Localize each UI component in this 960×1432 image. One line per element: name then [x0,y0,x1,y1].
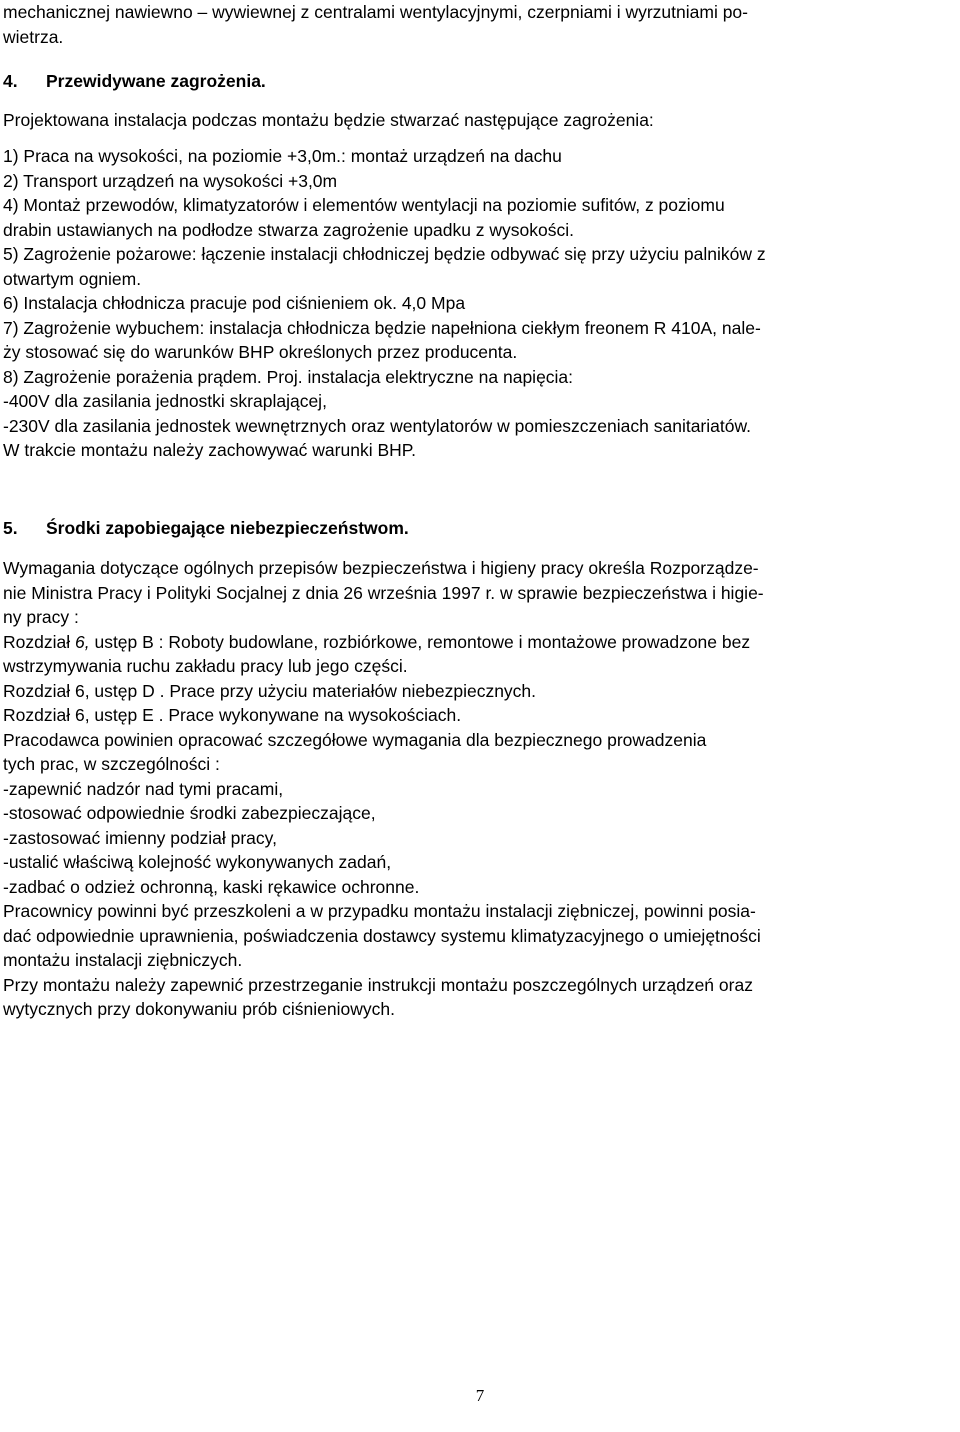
text-line: 4) Montaż przewodów, klimatyzatorów i elementów wentylacji na poziomie sufitów, z poziomu [3,195,725,215]
section-5-body [3,556,955,1022]
rozdzial-rest: ustęp B : Roboty budowlane, rozbiórkowe, remontowe i montażowe prowadzone bez [89,631,751,652]
text-line: 2) Transport urządzeń na wysokości +3,0m [3,170,338,191]
text-line: montażu instalacji ziębniczych. [3,950,243,970]
document-page [3,0,955,1022]
text-line: drabin ustawianych na podłodze stwarza zagrożenie upadku z wysokości. [3,219,575,240]
text-line: 6) Instalacja chłodnicza pracuje pod ciśnieniem ok. 4,0 Mpa [3,293,466,313]
text-line: 5) Zagrożenie pożarowe: łączenie instalacji chłodniczej będzie odbywać się przy użyciu palników z [3,244,766,264]
text-line: Pracownicy powinni być przeszkoleni a w przypadku montażu instalacji ziębniczej, powinni posia- [3,901,756,921]
text-line: 7) Zagrożenie wybuchem: instalacja chłodnicza będzie napełniona ciekłym freonem R 410A, nale- [3,317,761,338]
text-line: Rozdział 6, ustęp E . Prace wykonywane na wysokościach. [3,705,462,725]
text-line: wytycznych przy dokonywaniu prób ciśnieniowych. [3,999,395,1019]
section-4-intro: Projektowana instalacja podczas montażu będzie stwarzać następujące zagrożenia: [3,109,654,130]
text-line: wietrza. [3,26,64,47]
rozdzial-number: 6, [74,631,90,652]
hazards-list [3,144,955,463]
text-line: Wymagania dotyczące ogólnych przepisów bezpieczeństwa i higieny pracy określa Rozporządze- [3,558,759,578]
section-5-title: Środki zapobiegające niebezpieczeństwom. [46,517,409,538]
text-line: tych prac, w szczególności : [3,754,220,774]
text-line: ży stosować się do warunków BHP określonych przez producenta. [3,342,518,362]
text-line: Pracodawca powinien opracować szczegółowe wymagania dla bezpiecznego prowadzenia [3,729,707,750]
text-line: wstrzymywania ruchu zakładu pracy lub jego części. [3,656,408,676]
section-4-title: Przewidywane zagrożenia. [46,71,266,91]
rozdzial-prefix: Rozdział [3,631,75,652]
text-line: mechanicznej nawiewno – wywiewnej z centralami wentylacyjnymi, czerpniami i wyrzutniami po- [3,2,748,22]
text-line: -zastosować imienny podział pracy, [3,827,277,848]
text-line: dać odpowiednie uprawnienia, poświadczenia dostawcy systemu klimatyzacyjnego o umiejętności [3,925,761,946]
text-line: -230V dla zasilania jednostek wewnętrznych oraz wentylatorów w pomieszczeniach sanitariatów. [3,415,752,436]
intro-paragraph [3,0,955,49]
page-number: 7 [475,1386,485,1405]
text-line: W trakcie montażu należy zachowywać warunki BHP. [3,440,417,460]
text-line: 1) Praca na wysokości, na poziomie +3,0m.: montaż urządzeń na dachu [3,146,562,166]
text-line: -zapewnić nadzór nad tymi pracami, [3,778,284,799]
text-line: 8) Zagrożenie porażenia prądem. Proj. instalacja elektryczne na napięcia: [3,366,574,387]
text-line: -400V dla zasilania jednostki skraplającej, [3,391,327,411]
text-line: -zadbać o odzież ochronną, kaski rękawice ochronne. [3,876,420,897]
section-4-number: 4. [3,71,18,91]
text-line: nie Ministra Pracy i Polityki Socjalnej z dnia 26 września 1997 r. w sprawie bezpieczeństwa i higie- [3,582,764,603]
text-line: -stosować odpowiednie środki zabezpieczające, [3,803,376,823]
section-5-heading [3,516,955,541]
text-line: Rozdział 6, ustęp D . Prace przy użyciu materiałów niebezpiecznych. [3,680,537,701]
section-4-heading [3,69,955,94]
text-line: Przy montażu należy zapewnić przestrzeganie instrukcji montażu poszczególnych urządzeń oraz [3,974,753,995]
text-line: ny pracy : [3,607,79,627]
section-5-number: 5. [3,517,18,538]
rozdzial-b-line [3,630,955,655]
text-line: otwartym ogniem. [3,268,142,289]
text-line: -ustalić właściwą kolejność wykonywanych zadań, [3,852,392,872]
